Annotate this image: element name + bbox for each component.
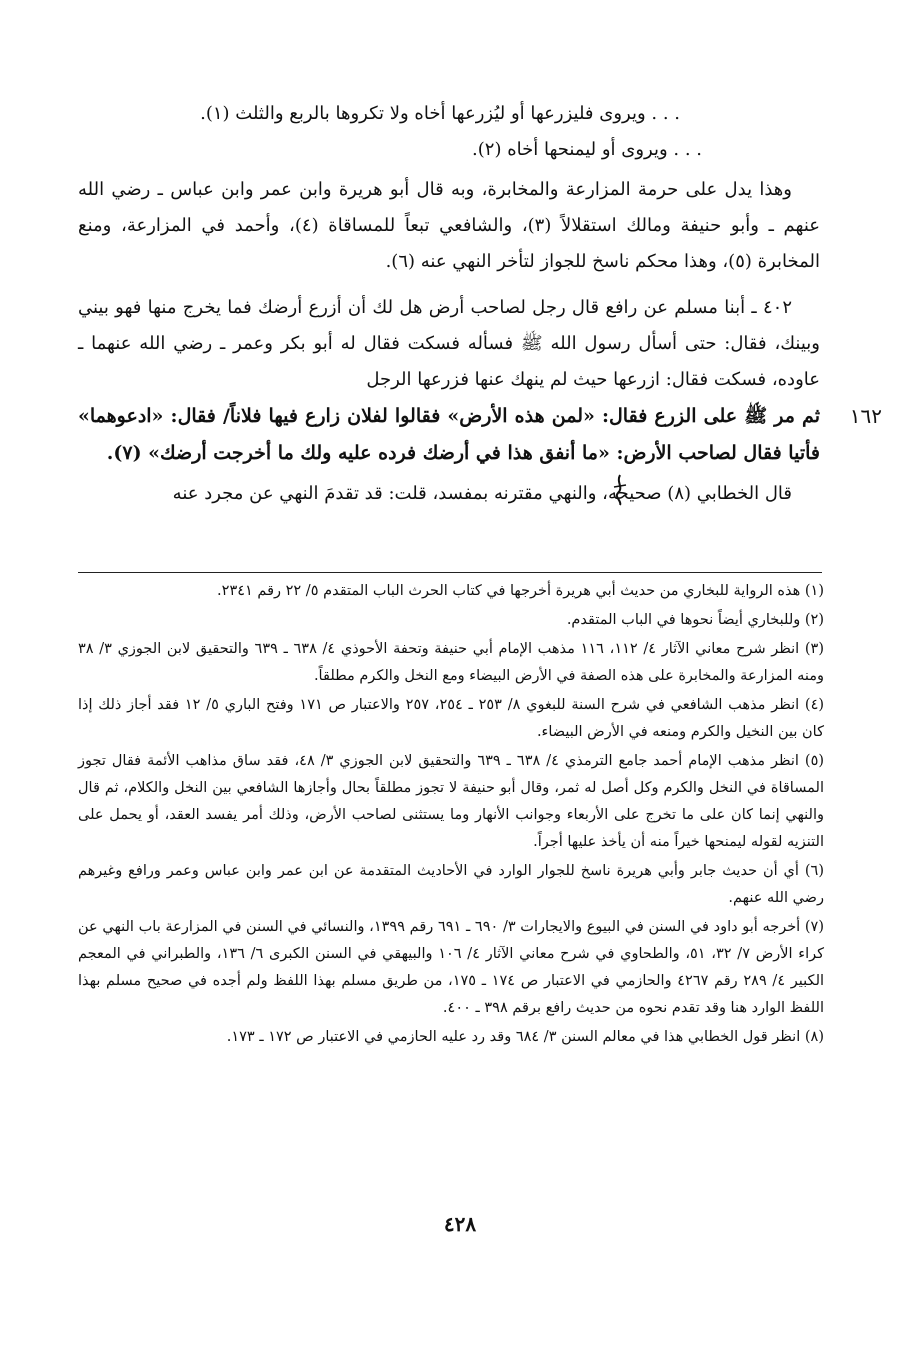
footnote-8: (٨) انظر قول الخطابي هذا في معالم السنن ٣/ ٦٨٤ وقد رد عليه الحازمي في الاعتبار ص ١٧٢ ـ ١٧٣. bbox=[226, 1029, 824, 1045]
commentary-paragraph: وهذا يدل على حرمة المزارعة والمخابرة، وبه قال أبو هريرة وابن عمر وابن عباس ـ رضي الله عنهم ـ وأبو حنيفة ومالك استقلالاً (٣)، والشافعي تبعاً للمساقاة (٤)، وأحمد في المزارعة، ومنع المخابرة (٥)، وهذا محكم ناسخ للجواز لتأخر النهي عنه (٦). bbox=[78, 179, 820, 272]
footnote-3: (٣) انظر شرح معاني الآثار ٤/ ١١٢، ١١٦ مذهب الإمام أبي حنيفة وتحفة الأحوذي ٤/ ٦٣٨ ـ ٦٣٩ والتحقيق لابن الجوزي ٣/ ٣٨ ومنه المزارعة والمخابرة على هذه الصفة في الأرض البيضاء ومع النخل والكرم مطلقاً. bbox=[78, 641, 824, 684]
handwritten-mark-icon bbox=[610, 473, 630, 507]
khattabi-paragraph: قال الخطابي (٨) صحيحه، والنهي مقترنه بمفسد، قلت: قد تقدمَ النهي عن مجرد عنه bbox=[172, 483, 792, 504]
footnote-6: (٦) أي أن حديث جابر وأبي هريرة ناسخ للجوار الوارد في الأحاديث المتقدمة عن ابن عمر وابن عباس وعمر ورافع وغيرهم رضي الله عنهم. bbox=[78, 863, 824, 906]
footnote-4: (٤) انظر مذهب الشافعي في شرح السنة للبغوي ٨/ ٢٥٣ ـ ٢٥٤، ٢٥٧ والاعتبار ص ١٧١ وفتح الباري ٥/ ١٢ فقد أجاز ذلك إذا كان بين النخيل والكرم ومنعه في الأرض البيضاء. bbox=[78, 697, 825, 740]
hadith-bold-text bbox=[78, 398, 882, 472]
hadith-bold-content: ثم مر ﷺ على الزرع فقال: «لمن هذه الأرض» فقالوا لفلان زارع فيها فلاناً/ فقال: «ادعوهما» فأتيا فقال لصاحب الأرض: «ما أنفق هذا في أرضك فرده عليه ولك ما أخرجت أرضك» (٧). bbox=[78, 405, 820, 464]
main-text bbox=[78, 96, 882, 512]
footnote-1: (١) هذه الرواية للبخاري من حديث أبي هريرة أخرجها في كتاب الحرث الباب المتقدم ٥/ ٢٢ رقم ٢٣٤١. bbox=[217, 583, 824, 599]
footnote-2: (٢) وللبخاري أيضاً نحوها في الباب المتقدم. bbox=[566, 612, 824, 628]
footnotes bbox=[78, 578, 824, 1053]
footnote-7: (٧) أخرجه أبو داود في السنن في البيوع والايجارات ٣/ ٦٩٠ ـ ٦٩١ رقم ١٣٩٩، والنسائي في السنن في المزارعة باب النهي عن كراء الأرض ٧/ ٣٢، ٥١، والطحاوي في شرح معاني الآثار ٤/ ١٠٦ والبيهقي في السنن الكبرى ٦/ ١٣٦، والطبراني في المعجم الكبير ٤/ ٢٨٩ رقم ٤٢٦٧ والحازمي في الاعتبار ص ١٧٤ ـ ١٧٥، من طريق مسلم بهذا اللفظ ولم أجده في صحيح مسلم بهذا اللفظ الوارد هنا وقد تقدم نحوه من حديث رافع برقم ٣٩٨ ـ ٤٠٠. bbox=[78, 919, 825, 1016]
footnote-5: (٥) انظر مذهب الإمام أحمد جامع الترمذي ٤/ ٦٣٨ ـ ٦٣٩ والتحقيق لابن الجوزي ٣/ ٤٨، فقد ساق مذاهب الأئمة فقال تجوز المساقاة في النخل والكرم وكل أصل له ثمر، وقال أبو حنيفة لا تجوز مطلقاً بحال وأجازها الشافعي بين النخل والكلام، ثم قال والنهي إنما كان على ما تخرج على الأربعاء وجوانب الأنهار وما يستثنى لصاحب الأرض، وذلك أمر يفسد العقد، أو يحمل على التنزيه لقوله ليمنحها خيراً منه أن يأخذ عليها أجراً. bbox=[78, 753, 825, 850]
page-number: ٤٢٨ bbox=[443, 1212, 477, 1236]
footnote-divider bbox=[78, 572, 822, 573]
margin-folio-number: ١٦٢ bbox=[849, 404, 882, 428]
narration-line-2: . . . ويروى أو ليمنحها أخاه (٢). bbox=[472, 139, 702, 160]
paragraph-spacer bbox=[78, 280, 820, 286]
narration-line-1: . . . ويروى فليزرعها أو ليُزرعها أخاه ولا تكروها بالربع والثلث (١). bbox=[200, 103, 680, 124]
hadith-paragraph: ٤٠٢ ـ أبنا مسلم عن رافع قال رجل لصاحب أرض هل لك أن أزرع أرضك فما يخرج منها فهو بيني وبينك، فقال: حتى أسأل رسول الله ﷺ فسأله فسكت فقال له أبو بكر وعمر ـ رضي الله عنهما ـ عاوده، فسكت فقال: ازرعها حيث لم ينهك عنها فزرعها الرجل bbox=[78, 297, 820, 390]
